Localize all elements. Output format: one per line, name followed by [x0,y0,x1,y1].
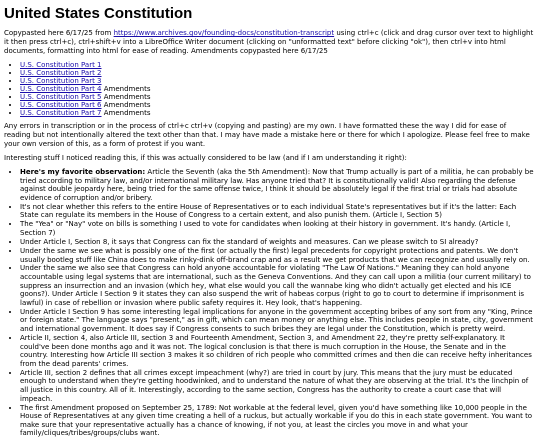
note-bold-lead: Here's my favorite observation: [20,168,146,176]
part-suffix: Amendments [101,85,151,93]
list-item [20,264,534,307]
list-item [20,308,534,334]
list-item [20,93,534,101]
list-item [20,238,534,247]
note-text: Under the same we see what is possibly one of the first (or actually the first) legal precedents for copyright protections and patents. We don't usually bootleg stuff like China does to make rinky-dink off-brand crap and as a result we get products that we can recognize and usually rely on. [20,246,530,264]
list-item [20,109,534,117]
note-text: Under Article I, Section 8, it says that Congress can fix the standard of weights and measures. Can we please switch to SI already? [20,237,479,246]
intro-text-before: Copypasted here 6/17/25 from [4,29,114,37]
part-suffix: Amendments [101,109,151,117]
parts-list [4,61,534,117]
part-link[interactable]: U.S. Constitution Part 4 [20,85,102,93]
note-text: The "Yea" or "Nay" vote on bills is something I used to vote for candidates when looking at their history in government. It's handy. (Article I, Section 7) [20,220,511,237]
list-item [20,220,534,237]
list-item [20,247,534,264]
list-item [20,404,534,438]
list-item [20,61,534,69]
part-link[interactable]: U.S. Constitution Part 6 [20,101,102,109]
list-item [20,168,534,202]
note-text: Article II, section 4, also Article III, section 3 and Fourteenth Amendment, Section 3, and Amendment 22, they're pretty self-explanatory. It could've been done months ago and it was not. The logical conclusion is that there is much corruption in the House, the Senate and in the country. Interesting how Article III section 3 makes it so children of rich people who committed crimes and then die can receive hefty inheritances from the dead parents' crimes. [20,334,532,368]
list-item [20,203,534,220]
archives-link[interactable]: https://www.archives.gov/founding-docs/constitution-transcript [113,29,335,37]
part-link[interactable]: U.S. Constitution Part 5 [20,93,102,101]
part-suffix: Amendments [101,93,151,101]
note-text: Under Article I Section 9 has some interesting legal implications for anyone in the government accepting bribes of any sort from any "King, Prince or foreign state." The language says "present," as in gift, which can mean money or anything else. This includes people in state, city, government and international government. It does say if Congress consents to such bribes they are legal under the Constitution, which is pretty weird. [20,307,533,334]
part-link[interactable]: U.S. Constitution Part 7 [20,109,102,117]
part-link[interactable]: U.S. Constitution Part 2 [20,69,102,77]
part-link[interactable]: U.S. Constitution Part 1 [20,61,102,69]
note-text: The first Amendment proposed on September 25, 1789: Not workable at the federal level, given you'd have something like 10,000 people in the House of Representatives at any given time creating a hell of a ruckus, but actually workable if you do this in each state government. You want to make sure that your representative actually has a chance of knowing, if not you, at least the circles you move in and what your family/cliques/tribes/groups/clubs want. [20,403,533,438]
page-title: United States Constitution [4,5,193,22]
note-text: Article the Seventh (aka the 5th Amendment): Now that Trump actually is part of a militia, he can probably be tried according to military law, and/or international military law. Has anyone tried that? It is constitutionally valid! Also regarding the defense against double jeopardy here, being tried for the same offense twice, I think it should be absolutely legal if the first trial or trials had absolute evidence of corruption and/or bribery. [20,168,534,202]
list-item [20,77,534,85]
part-suffix: Amendments [101,101,151,109]
intro-text-after: using ctrl+c (click and drag cursor over text to highlight it then press ctrl+c), ctrl+shift+v into a LibreOffice Writer document (clicking on "unformatted text" before clicking "ok"), then ctrl+v into html documents, formatting into html for ease of reading. Amendments copypasted here 6/17/25 [4,29,534,55]
part-link[interactable]: U.S. Constitution Part 3 [20,77,102,85]
intro-paragraph [4,29,534,56]
list-item [20,334,534,368]
note-text: Under the same we also see that Congress can hold anyone accountable for violating "The Law Of Nations." Meaning they can hold anyone accountable using legal systems that are international, such as the Geneva Conventions. And they can call upon a militia (our current military) to suppress an insurrection and an invasion (which hey, what else would you call the wannabe king who didn't actually get elected and his ICE goons?). Under Article I Section 9 it states they can also suspend the writ of habeas corpus (right to go to court to determine if imprisonment is lawful) in case of rebellion or invasion where public safety requires it. Hey look, that's happening. [20,264,531,307]
list-item [20,85,534,93]
note-text: It's not clear whether this refers to the entire House of Representatives or to each individual State's representatives but if it's the latter: Each State can regulate its members in the House of Congress to a certain extent, and also punish them. (Article I, Section 5) [20,202,517,220]
list-item [20,369,534,403]
notes-list [4,168,534,438]
list-item [20,101,534,109]
interesting-heading: Interesting stuff I noticed reading this, if this was actually considered to be law (and if I am understanding it right): [4,154,407,162]
list-item [20,69,534,77]
note-text: Article III, section 2 defines that all crimes except impeachment (why?) are tried in court by jury. This means that the jury must be educated enough to understand when they're getting hoodwinked, and to understand the nature of what they are observing at the trial. It's the linchpin of all justice in this country. All of it. Interestingly, according to the same section, Congress has the authority to create a court case that will impeach. [20,368,529,403]
disclaimer-paragraph: Any errors in transcription or in the process of ctrl+c ctrl+v (copying and pasting) are my own. I have formatted these the way I did for ease of reading but not intentionally altered the text other than that. I may have made a mistake here or there for which I apologize. Please feel free to make your own version of this, as a form of protest if you want. [4,122,530,148]
